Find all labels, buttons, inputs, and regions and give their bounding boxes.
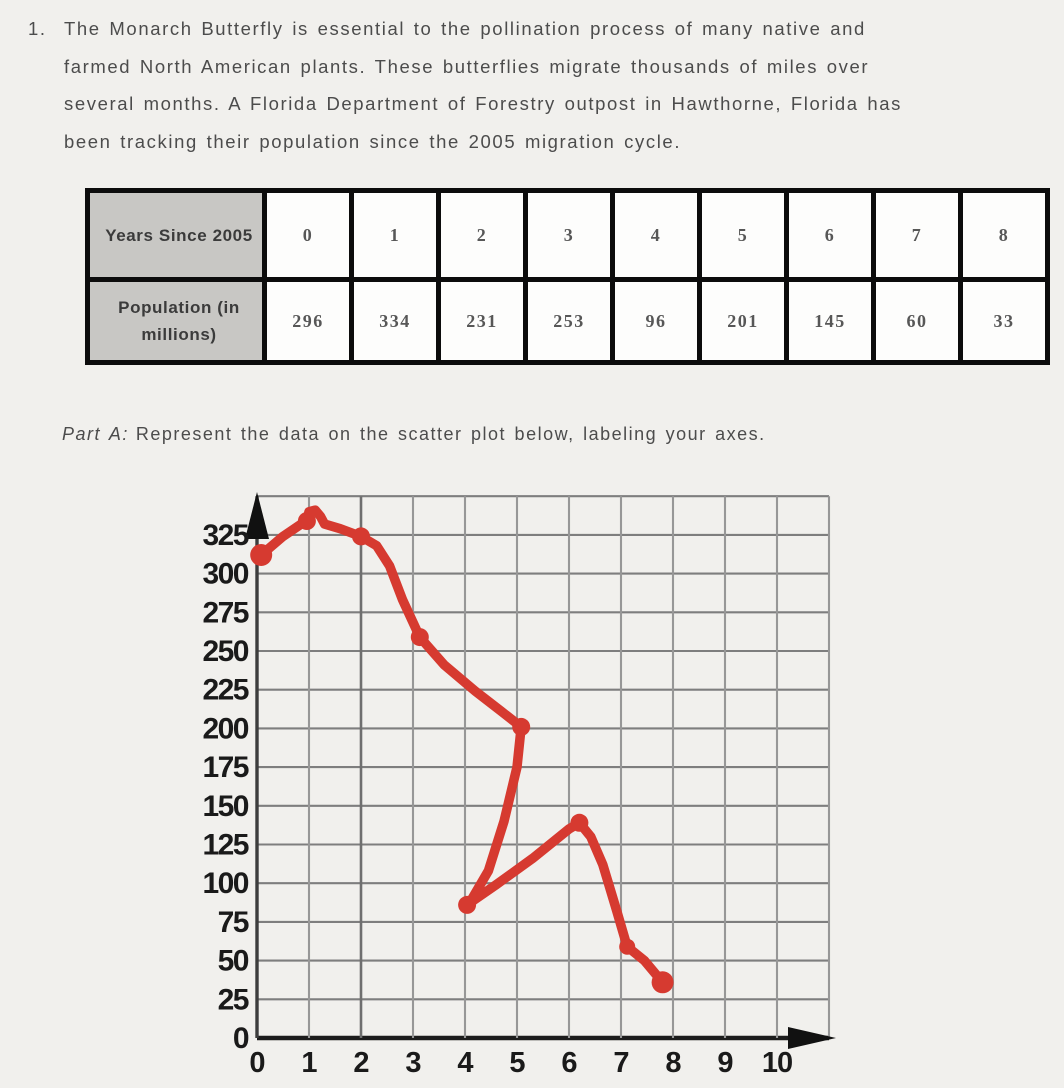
question-line: farmed North American plants. These butterflies migrate thousands of miles over — [64, 55, 870, 77]
part-a-label: Part A: — [62, 424, 129, 444]
data-table — [85, 188, 1050, 365]
data-point-dot — [411, 628, 429, 646]
question-line: The Monarch Butterfly is essential to the pollination process of many native and — [64, 18, 866, 39]
table-value-cell: 334 — [352, 280, 439, 363]
table-value-cell: 145 — [787, 280, 874, 363]
table-value-cell: 60 — [874, 280, 961, 363]
table-value-cell: 4 — [613, 191, 700, 280]
table-value-cell: 231 — [439, 280, 526, 363]
table-value-cell: 1 — [352, 191, 439, 280]
data-point-dot — [512, 718, 530, 736]
y-tick-label: 175 — [202, 751, 248, 785]
table-value-cell: 3 — [526, 191, 613, 280]
table-value-cell: 2 — [439, 191, 526, 280]
y-tick-label: 250 — [202, 635, 248, 668]
table-row — [88, 280, 1048, 363]
y-tick-label: 200 — [202, 712, 248, 746]
y-tick-label: 150 — [202, 789, 248, 823]
x-tick-label: 8 — [665, 1047, 681, 1079]
data-point-dot — [619, 939, 635, 955]
table-value-cell: 8 — [961, 191, 1048, 280]
table-value-cell: 96 — [613, 280, 700, 363]
data-point-dot — [570, 814, 588, 832]
y-tick-label: 275 — [202, 596, 248, 630]
data-point-dot — [652, 971, 674, 993]
x-tick-label: 1 — [301, 1047, 317, 1079]
x-tick-label: 5 — [509, 1047, 525, 1079]
scatter-plot-svg — [182, 487, 872, 1083]
question-number: 1. — [28, 18, 47, 39]
y-tick-label: 25 — [217, 983, 248, 1017]
part-a-text: Represent the data on the scatter plot below, labeling your axes. — [135, 424, 766, 444]
question-text — [64, 10, 902, 160]
table-header-cell: Population (in millions) — [88, 280, 265, 363]
table-value-cell: 6 — [787, 191, 874, 280]
table-value-cell: 0 — [265, 191, 352, 280]
data-point-dot — [352, 527, 370, 545]
x-tick-label: 7 — [613, 1047, 629, 1079]
y-tick-label: 100 — [202, 867, 248, 901]
y-tick-label: 50 — [217, 944, 248, 978]
y-tick-label: 75 — [217, 905, 248, 939]
y-tick-label: 225 — [202, 673, 248, 707]
question-line: been tracking their population since the 2005 migration cycle. — [64, 130, 682, 152]
y-tick-label: 125 — [202, 828, 248, 862]
x-tick-label: 9 — [717, 1047, 733, 1079]
data-point-dot — [298, 512, 316, 530]
table-value-cell: 253 — [526, 280, 613, 363]
x-tick-label: 0 — [249, 1047, 265, 1079]
table-row — [88, 191, 1048, 280]
table-header-cell: Years Since 2005 — [88, 191, 265, 280]
y-tick-label: 0 — [232, 1022, 248, 1055]
x-tick-label: 4 — [457, 1047, 473, 1079]
table-value-cell: 296 — [265, 280, 352, 363]
x-tick-label: 6 — [561, 1047, 577, 1079]
data-point-dot — [250, 544, 272, 566]
question-1 — [28, 10, 902, 160]
y-tick-label: 325 — [202, 518, 248, 552]
table-value-cell: 201 — [700, 280, 787, 363]
y-tick-label: 300 — [202, 557, 248, 591]
table-value-cell: 33 — [961, 280, 1048, 363]
question-line: several months. A Florida Department of Forestry outpost in Hawthorne, Florida has — [64, 93, 903, 115]
table-value-cell: 7 — [874, 191, 961, 280]
y-axis-arrow-icon — [245, 492, 269, 539]
part-a-prompt — [62, 424, 766, 445]
table-value-cell: 5 — [700, 191, 787, 280]
x-tick-label: 10 — [761, 1047, 793, 1079]
x-tick-label: 3 — [405, 1047, 421, 1079]
scatter-plot — [182, 487, 872, 1083]
x-tick-label: 2 — [353, 1047, 369, 1079]
data-point-dot — [458, 896, 476, 914]
